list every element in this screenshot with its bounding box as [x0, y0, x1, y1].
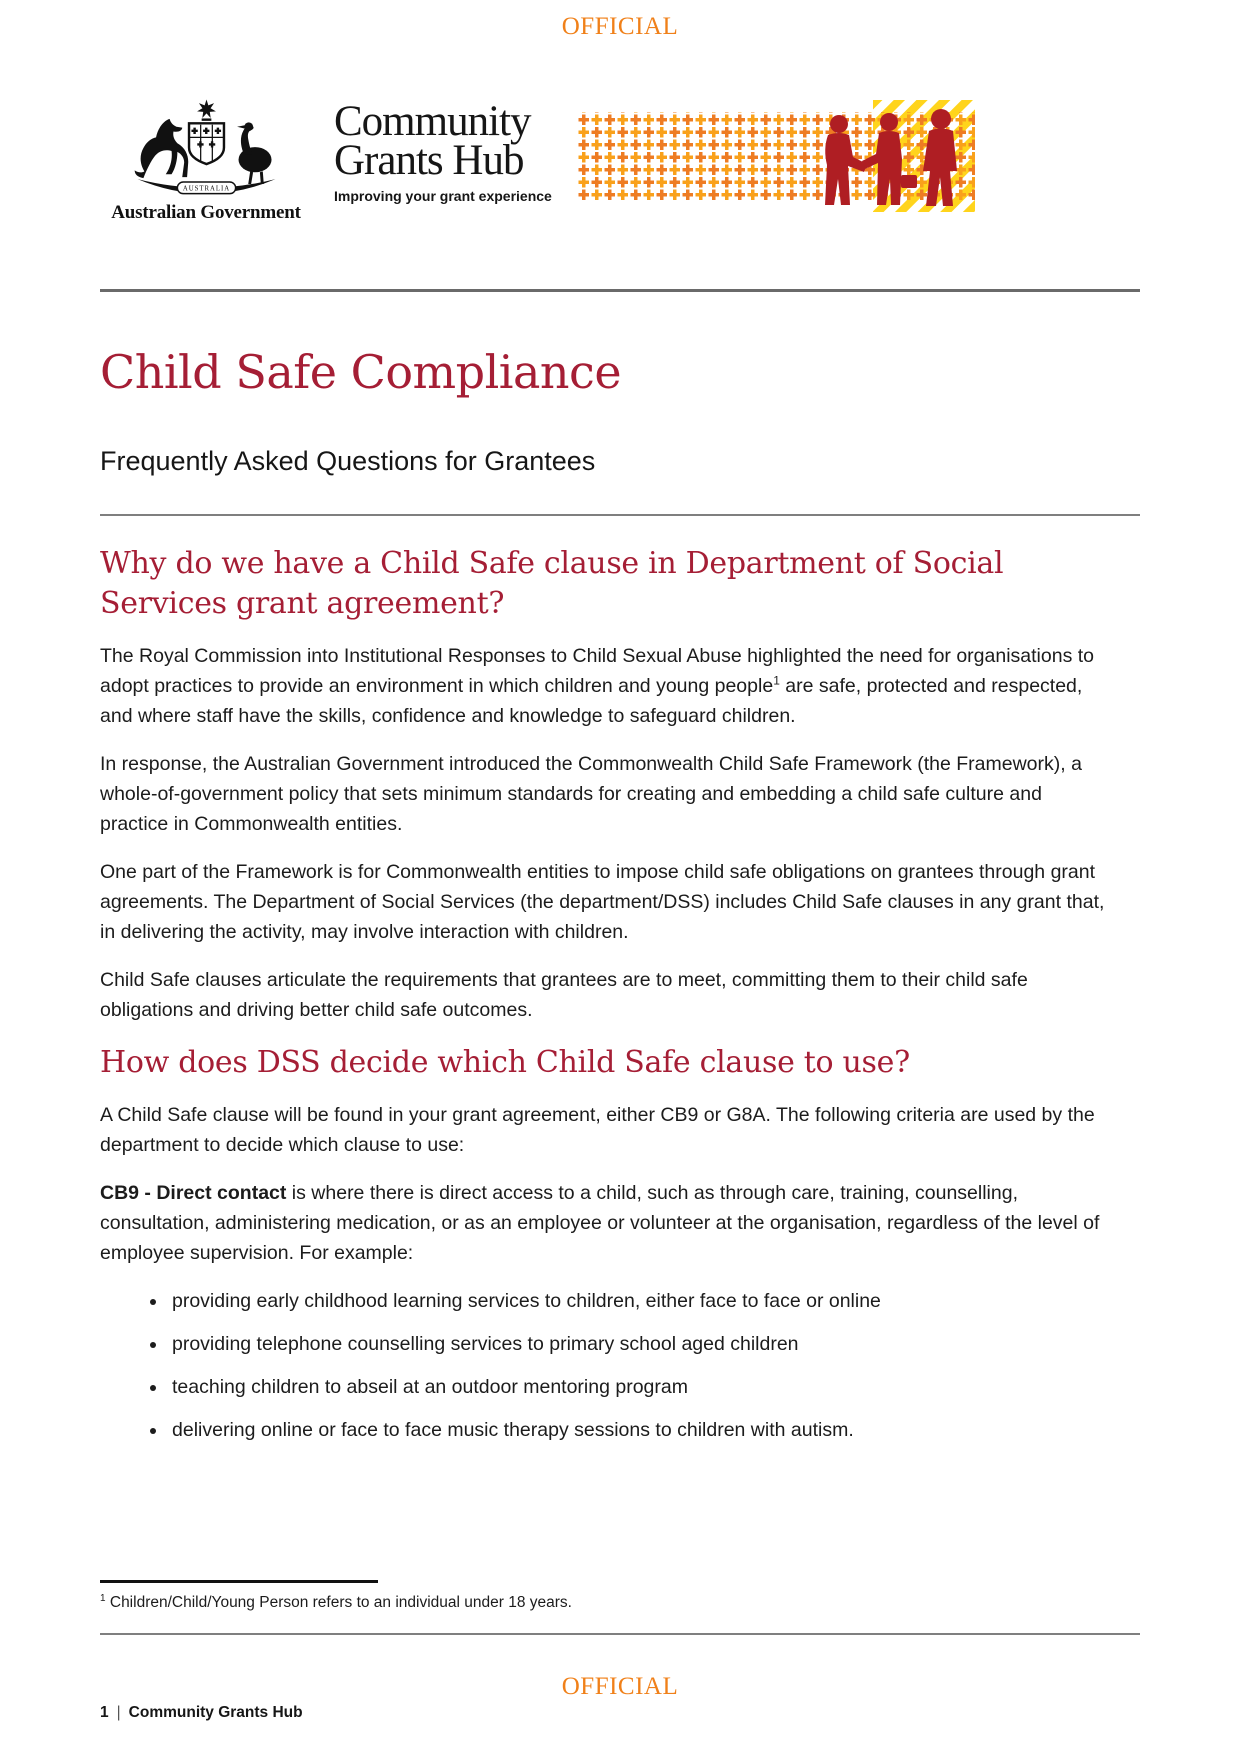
classification-banner-top: OFFICIAL	[561, 13, 679, 40]
paragraph-royal-commission	[100, 641, 1105, 731]
community-grants-hub-logo	[334, 98, 569, 204]
grants-hub-banner-image	[577, 98, 1140, 212]
paragraph-clauses-articulate: Child Safe clauses articulate the requirements that grantees are to meet, committing them to their child safe obligations and driving better child safe outcomes.	[100, 969, 1028, 1021]
cb9-direct-contact-label: CB9 - Direct contact	[100, 1182, 287, 1204]
paragraph-text: The Royal Commission into Institutional Responses to Child Sexual Abuse highlighted the need for organisations to adopt practices to provide an environment in which children and young people	[100, 645, 1094, 697]
paragraph-text: are safe, protected and respected, and where staff have the skills, confidence and knowledge to safeguard children.	[100, 675, 1083, 727]
paragraph-framework-introduction: In response, the Australian Government introduced the Commonwealth Child Safe Framework (the Framework), a whole-of-government policy that sets minimum standards for creating and embedding a child safe culture and practice in Commonwealth entities.	[100, 753, 1082, 835]
masthead	[100, 98, 1140, 225]
section-heading-which-clause: How does DSS decide which Child Safe clause to use?	[100, 1045, 910, 1080]
section-heading-why-child-safe-clause: Why do we have a Child Safe clause in Department of Social Services grant agreement?	[100, 546, 1004, 621]
list-item: • providing telephone counselling services to primary school aged children	[168, 1329, 1105, 1359]
logo-title	[334, 98, 569, 184]
footnote-separator	[100, 1580, 378, 1583]
footer-rule	[100, 1633, 1140, 1635]
footnote-text: Children/Child/Young Person refers to an individual under 18 years.	[105, 1594, 572, 1611]
footnote-marker: 1	[100, 1592, 106, 1604]
footer-label: Community Grants Hub	[128, 1704, 303, 1721]
title-rule	[100, 514, 1140, 516]
crest-caption: Australian Government	[111, 202, 301, 223]
svg-text:AUSTRALIA: AUSTRALIA	[182, 185, 230, 193]
page-subtitle: Frequently Asked Questions for Grantees	[100, 446, 596, 476]
footnote-reference: 1	[773, 673, 780, 688]
list-item: • providing early childhood learning services to children, either face to face or online	[168, 1286, 1105, 1316]
paragraph-cb9-direct-contact	[100, 1178, 1105, 1268]
coat-of-arms-icon	[124, 98, 289, 201]
paragraph-clause-criteria: A Child Safe clause will be found in your grant agreement, either CB9 or G8A. The following criteria are used by the department to decide which clause to use:	[100, 1104, 1095, 1156]
page-number: 1	[100, 1704, 109, 1721]
logo-title-line2: Grants Hub	[334, 137, 524, 184]
bullet-list-cb9-examples	[100, 1286, 1105, 1445]
logo-title-line1: Community	[334, 98, 531, 145]
people-silhouettes-icon	[825, 109, 957, 206]
header-rule	[100, 289, 1140, 292]
document-body	[100, 544, 1140, 1445]
banner-pattern-graphic	[577, 100, 975, 212]
footer-separator: |	[116, 1704, 121, 1721]
classification-banner-bottom: OFFICIAL	[561, 1673, 679, 1700]
list-item: • teaching children to abseil at an outdoor mentoring program	[168, 1372, 1105, 1402]
paragraph-text: is where there is direct access to a child, such as through care, training, counselling, consultation, administering medication, or as an employee or volunteer at the organisation, regardless of the level of employee supervision. For example:	[100, 1182, 1100, 1264]
list-item: • delivering online or face to face music therapy sessions to children with autism.	[168, 1415, 1105, 1445]
australian-government-crest	[100, 98, 312, 224]
logo-tagline: Improving your grant experience	[334, 188, 552, 204]
paragraph-framework-obligations: One part of the Framework is for Commonwealth entities to impose child safe obligations on grantees through grant agreements. The Department of Social Services (the department/DSS) includes Child Safe clauses in any grant that, in delivering the activity, may involve interaction with children.	[100, 861, 1105, 943]
page-title: Child Safe Compliance	[100, 345, 622, 399]
footnote	[100, 1592, 572, 1614]
page-footer	[100, 1703, 303, 1723]
